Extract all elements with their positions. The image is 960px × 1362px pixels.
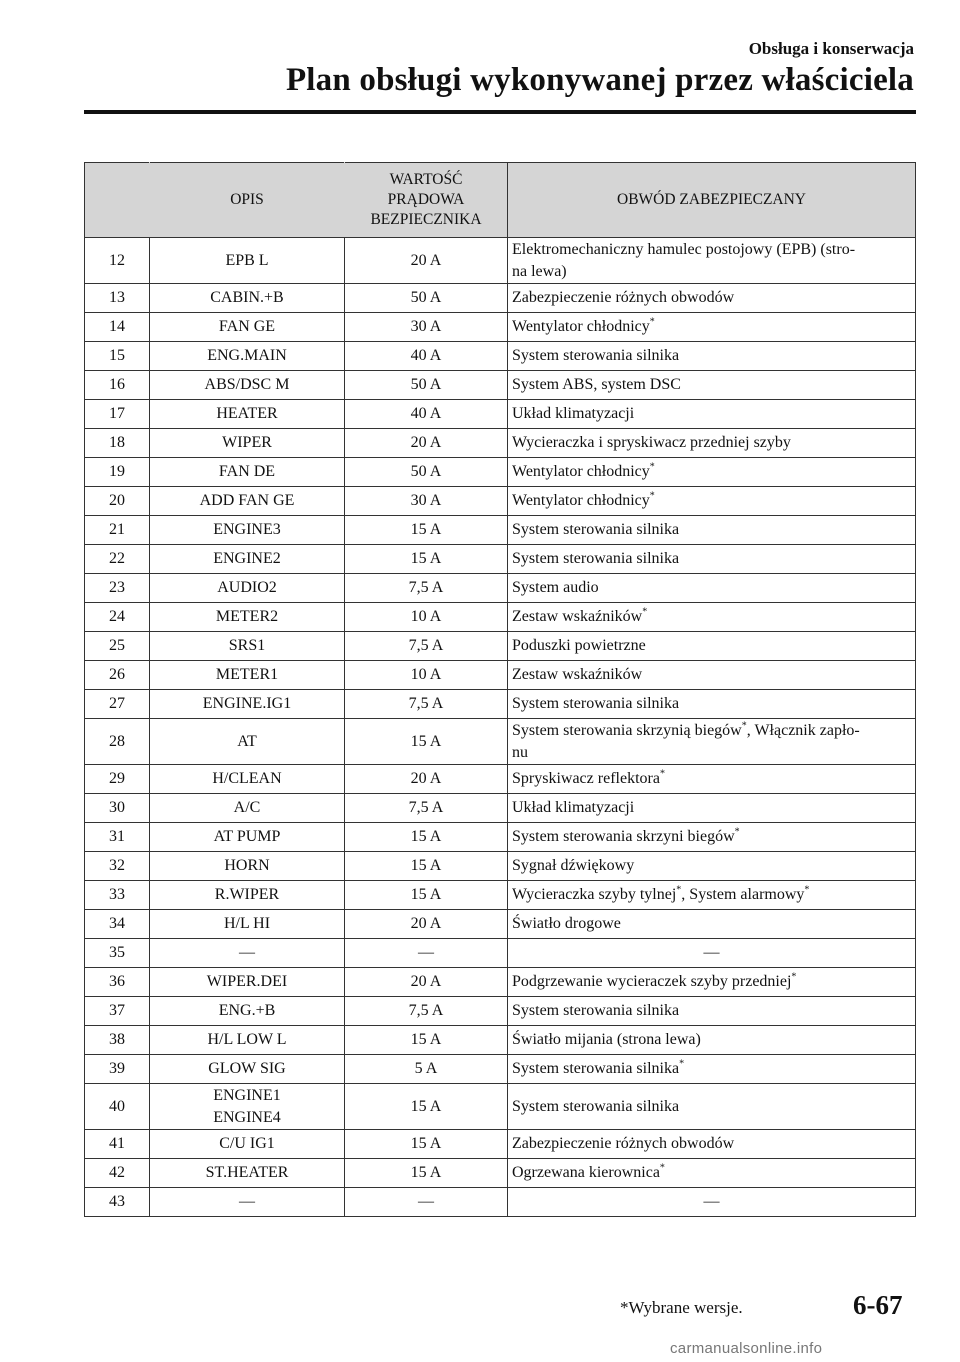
fuse-number: 20 bbox=[85, 487, 150, 516]
table-row bbox=[85, 458, 916, 487]
protected-circuit bbox=[508, 1159, 916, 1188]
circuit-description: Wycieraczka i spryskiwacz przedniej szyby bbox=[512, 434, 791, 451]
page-title: Plan obsługi wykonywanej przez właściciela bbox=[285, 62, 914, 98]
header-opis: OPIS bbox=[150, 163, 345, 238]
fuse-number: 28 bbox=[85, 719, 150, 765]
fuse-name: ENGINE1 ENGINE4 bbox=[150, 1084, 345, 1130]
optional-marker: * bbox=[679, 1058, 685, 1070]
circuit-description: — bbox=[703, 1193, 720, 1210]
protected-circuit bbox=[508, 632, 916, 661]
fuse-name: H/CLEAN bbox=[150, 765, 345, 794]
fuse-name: A/C bbox=[150, 794, 345, 823]
fuse-number: 31 bbox=[85, 823, 150, 852]
circuit-description: Światło drogowe bbox=[512, 915, 621, 932]
protected-circuit bbox=[508, 487, 916, 516]
protected-circuit bbox=[508, 765, 916, 794]
fuse-rating: 20 A bbox=[345, 968, 508, 997]
optional-marker: * bbox=[804, 884, 810, 896]
circuit-description: Ogrzewana kierownica bbox=[512, 1164, 660, 1181]
optional-marker: * bbox=[734, 826, 740, 838]
circuit-description: Spryskiwacz reflektora bbox=[512, 770, 660, 787]
fuse-number: 38 bbox=[85, 1026, 150, 1055]
table-row bbox=[85, 400, 916, 429]
circuit-description: System sterowania silnika bbox=[512, 347, 680, 364]
page-header bbox=[84, 38, 914, 100]
fuse-name: ENGINE2 bbox=[150, 545, 345, 574]
optional-marker: * bbox=[642, 606, 648, 618]
fuse-name: — bbox=[150, 939, 345, 968]
table-row bbox=[85, 1084, 916, 1130]
fuse-rating: 15 A bbox=[345, 823, 508, 852]
table-row bbox=[85, 968, 916, 997]
table-row bbox=[85, 719, 916, 765]
fuse-name: ENGINE3 bbox=[150, 516, 345, 545]
circuit-description: Poduszki powietrzne bbox=[512, 637, 646, 654]
protected-circuit bbox=[508, 545, 916, 574]
table-row bbox=[85, 823, 916, 852]
fuse-number: 39 bbox=[85, 1055, 150, 1084]
protected-circuit bbox=[508, 1130, 916, 1159]
fuse-number: 21 bbox=[85, 516, 150, 545]
fuse-name: FAN GE bbox=[150, 313, 345, 342]
fuse-number: 33 bbox=[85, 881, 150, 910]
table-row bbox=[85, 429, 916, 458]
fuse-number: 40 bbox=[85, 1084, 150, 1130]
table-row bbox=[85, 516, 916, 545]
circuit-description: Podgrzewanie wycieraczek szyby przedniej bbox=[512, 973, 792, 990]
fuse-name: CABIN.+B bbox=[150, 284, 345, 313]
fuse-number: 18 bbox=[85, 429, 150, 458]
fuse-name: R.WIPER bbox=[150, 881, 345, 910]
circuit-description: Układ klimatyzacji bbox=[512, 405, 635, 422]
fuse-name: WIPER.DEI bbox=[150, 968, 345, 997]
fuse-number: 12 bbox=[85, 238, 150, 284]
protected-circuit bbox=[508, 429, 916, 458]
header-number bbox=[85, 163, 150, 238]
optional-marker: * bbox=[659, 768, 665, 780]
optional-marker: * bbox=[649, 316, 655, 328]
protected-circuit bbox=[508, 997, 916, 1026]
fuse-number: 41 bbox=[85, 1130, 150, 1159]
table-row bbox=[85, 1026, 916, 1055]
fuse-number: 26 bbox=[85, 661, 150, 690]
fuse-name: C/U IG1 bbox=[150, 1130, 345, 1159]
fuse-name: HEATER bbox=[150, 400, 345, 429]
fuse-rating: 15 A bbox=[345, 881, 508, 910]
fuse-number: 43 bbox=[85, 1188, 150, 1217]
circuit-description: Wentylator chłodnicy bbox=[512, 492, 650, 509]
fuse-rating: 20 A bbox=[345, 910, 508, 939]
optional-marker: * bbox=[676, 884, 682, 896]
fuse-number: 19 bbox=[85, 458, 150, 487]
circuit-description: Zabezpieczenie różnych obwodów bbox=[512, 1135, 735, 1152]
fuse-name: WIPER bbox=[150, 429, 345, 458]
optional-marker: * bbox=[791, 971, 797, 983]
fuse-name: EPB L bbox=[150, 238, 345, 284]
fuse-number: 37 bbox=[85, 997, 150, 1026]
protected-circuit bbox=[508, 1026, 916, 1055]
fuse-rating: 50 A bbox=[345, 458, 508, 487]
fuse-rating: 50 A bbox=[345, 371, 508, 400]
circuit-description: Układ klimatyzacji bbox=[512, 799, 635, 816]
fuse-number: 24 bbox=[85, 603, 150, 632]
protected-circuit bbox=[508, 516, 916, 545]
optional-marker: * bbox=[649, 461, 655, 473]
fuse-number: 29 bbox=[85, 765, 150, 794]
fuse-rating: 15 A bbox=[345, 516, 508, 545]
fuse-rating: 10 A bbox=[345, 603, 508, 632]
protected-circuit bbox=[508, 939, 916, 968]
protected-circuit bbox=[508, 400, 916, 429]
fuse-name: AT PUMP bbox=[150, 823, 345, 852]
fuse-number: 34 bbox=[85, 910, 150, 939]
table-row bbox=[85, 794, 916, 823]
table-row bbox=[85, 765, 916, 794]
circuit-description: Zestaw wskaźników bbox=[512, 666, 643, 683]
fuse-name: H/L LOW L bbox=[150, 1026, 345, 1055]
circuit-description: Wentylator chłodnicy bbox=[512, 463, 650, 480]
circuit-description: System audio bbox=[512, 579, 599, 596]
fuse-number: 22 bbox=[85, 545, 150, 574]
fuse-rating: 20 A bbox=[345, 765, 508, 794]
section-title: Obsługa i konserwacja bbox=[748, 39, 914, 58]
table-row bbox=[85, 661, 916, 690]
fuse-rating: 30 A bbox=[345, 487, 508, 516]
fuse-rating: 7,5 A bbox=[345, 690, 508, 719]
fuse-rating: 50 A bbox=[345, 284, 508, 313]
protected-circuit bbox=[508, 284, 916, 313]
fuse-name: METER2 bbox=[150, 603, 345, 632]
table-row bbox=[85, 852, 916, 881]
fuse-number: 32 bbox=[85, 852, 150, 881]
fuse-number: 42 bbox=[85, 1159, 150, 1188]
protected-circuit bbox=[508, 371, 916, 400]
table-row bbox=[85, 997, 916, 1026]
table-row bbox=[85, 603, 916, 632]
protected-circuit bbox=[508, 1055, 916, 1084]
fuse-rating: — bbox=[345, 1188, 508, 1217]
circuit-description: System sterowania silnika bbox=[512, 550, 680, 567]
table-row bbox=[85, 910, 916, 939]
fuse-rating: 15 A bbox=[345, 545, 508, 574]
table-row bbox=[85, 545, 916, 574]
header-rule bbox=[84, 110, 916, 114]
fuse-rating: 7,5 A bbox=[345, 794, 508, 823]
fuse-rating: 7,5 A bbox=[345, 997, 508, 1026]
fuse-table-body bbox=[85, 238, 916, 1217]
fuse-rating: — bbox=[345, 939, 508, 968]
circuit-description: System sterowania silnika bbox=[512, 1002, 680, 1019]
fuse-rating: 15 A bbox=[345, 1159, 508, 1188]
fuse-name: METER1 bbox=[150, 661, 345, 690]
fuse-name: HORN bbox=[150, 852, 345, 881]
table-row bbox=[85, 313, 916, 342]
circuit-description: Sygnał dźwiękowy bbox=[512, 857, 635, 874]
table-row bbox=[85, 487, 916, 516]
fuse-table bbox=[84, 162, 916, 1217]
circuit-description: System sterowania silnika bbox=[512, 695, 680, 712]
circuit-description: System sterowania skrzynią biegów bbox=[512, 721, 742, 739]
protected-circuit bbox=[508, 313, 916, 342]
fuse-name: ENG.+B bbox=[150, 997, 345, 1026]
fuse-number: 23 bbox=[85, 574, 150, 603]
fuse-rating: 7,5 A bbox=[345, 574, 508, 603]
fuse-name: SRS1 bbox=[150, 632, 345, 661]
protected-circuit bbox=[508, 238, 916, 284]
fuse-number: 15 bbox=[85, 342, 150, 371]
fuse-name: GLOW SIG bbox=[150, 1055, 345, 1084]
protected-circuit bbox=[508, 910, 916, 939]
fuse-name: H/L HI bbox=[150, 910, 345, 939]
fuse-name: AT bbox=[150, 719, 345, 765]
fuse-name: ABS/DSC M bbox=[150, 371, 345, 400]
fuse-number: 16 bbox=[85, 371, 150, 400]
circuit-description: Elektromechaniczny hamulec postojowy (EPB) (stro- na lewa) bbox=[512, 240, 856, 280]
table-row bbox=[85, 238, 916, 284]
circuit-description: System sterowania skrzyni biegów bbox=[512, 828, 735, 845]
circuit-description: System ABS, system DSC bbox=[512, 376, 681, 393]
fuse-rating: 15 A bbox=[345, 1026, 508, 1055]
circuit-description: Zestaw wskaźników bbox=[512, 608, 643, 625]
header-circuit: OBWÓD ZABEZPIECZANY bbox=[508, 163, 916, 238]
protected-circuit bbox=[508, 719, 916, 765]
protected-circuit bbox=[508, 690, 916, 719]
fuse-rating: 40 A bbox=[345, 400, 508, 429]
circuit-description: Zabezpieczenie różnych obwodów bbox=[512, 289, 735, 306]
protected-circuit bbox=[508, 1188, 916, 1217]
table-row bbox=[85, 632, 916, 661]
protected-circuit bbox=[508, 603, 916, 632]
watermark: carmanualsonline.info bbox=[670, 1340, 823, 1357]
fuse-rating: 20 A bbox=[345, 238, 508, 284]
circuit-description-cont: , Włącznik zapło- nu bbox=[512, 721, 860, 761]
fuse-name: ADD FAN GE bbox=[150, 487, 345, 516]
fuse-name: AUDIO2 bbox=[150, 574, 345, 603]
protected-circuit bbox=[508, 881, 916, 910]
fuse-name: FAN DE bbox=[150, 458, 345, 487]
table-header-row bbox=[85, 163, 916, 238]
footnote: *Wybrane wersje. bbox=[620, 1298, 743, 1317]
header-value: WARTOŚĆ PRĄDOWA BEZPIECZNIKA bbox=[345, 163, 508, 238]
fuse-number: 30 bbox=[85, 794, 150, 823]
protected-circuit bbox=[508, 968, 916, 997]
protected-circuit bbox=[508, 458, 916, 487]
fuse-rating: 10 A bbox=[345, 661, 508, 690]
table-row bbox=[85, 284, 916, 313]
table-row bbox=[85, 574, 916, 603]
fuse-rating: 30 A bbox=[345, 313, 508, 342]
fuse-number: 35 bbox=[85, 939, 150, 968]
fuse-rating: 40 A bbox=[345, 342, 508, 371]
fuse-name: ENG.MAIN bbox=[150, 342, 345, 371]
protected-circuit bbox=[508, 852, 916, 881]
table-row bbox=[85, 371, 916, 400]
circuit-description: Wentylator chłodnicy bbox=[512, 318, 650, 335]
fuse-name: — bbox=[150, 1188, 345, 1217]
fuse-rating: 15 A bbox=[345, 1130, 508, 1159]
fuse-number: 13 bbox=[85, 284, 150, 313]
table-row bbox=[85, 690, 916, 719]
circuit-description: Wycieraczka szyby tylnej bbox=[512, 886, 677, 903]
fuse-rating: 5 A bbox=[345, 1055, 508, 1084]
protected-circuit bbox=[508, 823, 916, 852]
optional-marker: * bbox=[649, 490, 655, 502]
protected-circuit bbox=[508, 1084, 916, 1130]
optional-marker: * bbox=[741, 720, 747, 732]
table-row bbox=[85, 1130, 916, 1159]
fuse-name: ST.HEATER bbox=[150, 1159, 345, 1188]
circuit-description: System sterowania silnika bbox=[512, 1060, 680, 1077]
fuse-number: 25 bbox=[85, 632, 150, 661]
fuse-name: ENGINE.IG1 bbox=[150, 690, 345, 719]
table-row bbox=[85, 1188, 916, 1217]
table-row bbox=[85, 1159, 916, 1188]
optional-marker: * bbox=[659, 1162, 665, 1174]
fuse-rating: 20 A bbox=[345, 429, 508, 458]
circuit-description: — bbox=[703, 944, 720, 961]
fuse-rating: 15 A bbox=[345, 852, 508, 881]
table-row bbox=[85, 1055, 916, 1084]
protected-circuit bbox=[508, 794, 916, 823]
circuit-description: Światło mijania (strona lewa) bbox=[512, 1031, 701, 1048]
protected-circuit bbox=[508, 342, 916, 371]
page-number: 6-67 bbox=[853, 1290, 903, 1320]
fuse-rating: 7,5 A bbox=[345, 632, 508, 661]
circuit-description: System sterowania silnika bbox=[512, 1097, 680, 1115]
protected-circuit bbox=[508, 661, 916, 690]
table-row bbox=[85, 881, 916, 910]
fuse-rating: 15 A bbox=[345, 1084, 508, 1130]
fuse-number: 17 bbox=[85, 400, 150, 429]
fuse-number: 14 bbox=[85, 313, 150, 342]
circuit-description-cont: , System alarmowy bbox=[681, 886, 805, 903]
fuse-number: 36 bbox=[85, 968, 150, 997]
fuse-number: 27 bbox=[85, 690, 150, 719]
circuit-description: System sterowania silnika bbox=[512, 521, 680, 538]
table-row bbox=[85, 939, 916, 968]
table-row bbox=[85, 342, 916, 371]
protected-circuit bbox=[508, 574, 916, 603]
fuse-rating: 15 A bbox=[345, 719, 508, 765]
